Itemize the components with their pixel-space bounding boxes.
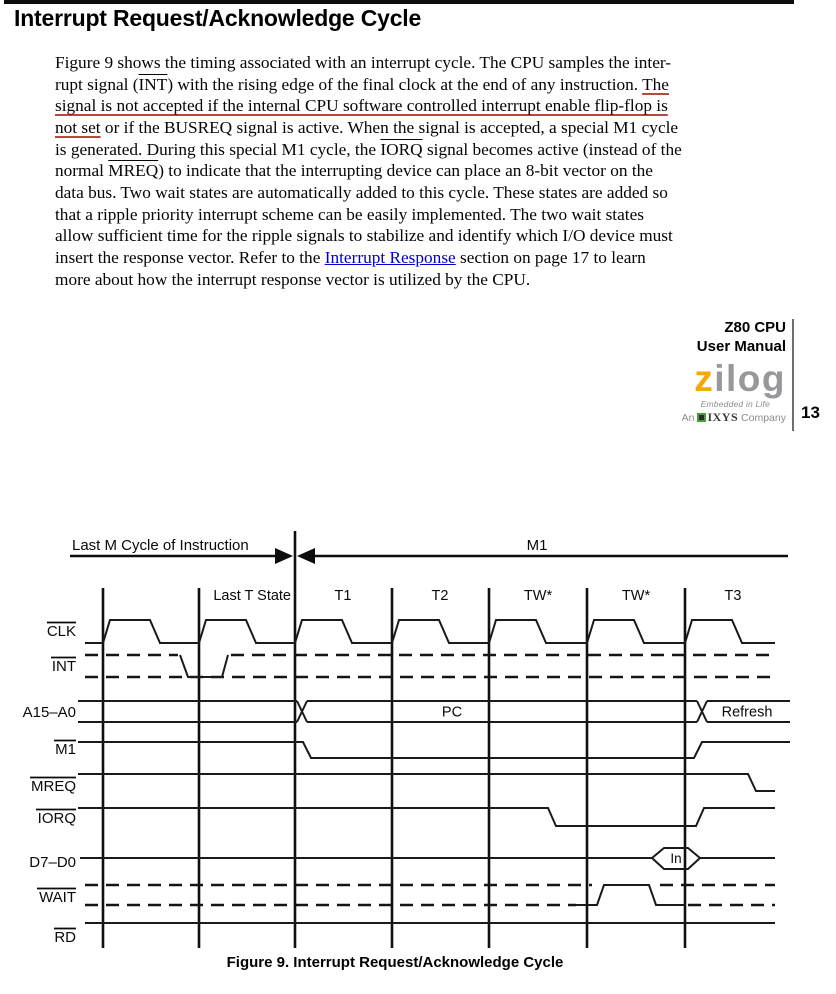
zilog-logo-z: z [694,358,715,399]
page-top-scan-artifact [4,0,794,4]
paragraph-text: insert the response vector. Refer to the [55,247,325,267]
tstate-label-tw2: TW* [621,588,651,604]
signal-label-wait: WAIT [39,889,76,906]
doc-title-line1: Z80 CPU [724,319,786,336]
signal-labels [23,623,77,947]
bus-transition-icon [697,701,707,722]
signal-label-iorq: IORQ [37,810,76,827]
cycle-span-arrows [70,537,788,564]
paragraph-text: normal [55,161,109,181]
ixys-company-line [600,410,786,425]
signal-label-data-bus: D7–D0 [29,854,76,871]
mreq-waveform [78,774,775,791]
paragraph-line [55,269,775,291]
paragraph-text: data bus. Two wait states are automatically added to this cycle. These states are added so [55,182,668,202]
paragraph-line [55,52,775,74]
company-prefix: An [681,412,695,424]
clk-waveform [85,620,775,643]
body-paragraph [55,52,775,290]
doc-title [0,318,786,356]
signal-label-int: INT [51,658,76,675]
paragraph-line [55,204,775,226]
span-label-last-m-cycle: Last M Cycle of Instruction [72,537,249,554]
paragraph-text: more about how the interrupt response vector is utilized by the CPU. [55,269,531,289]
company-name: IXYS [707,410,739,424]
tstate-label-t1: T1 [334,588,352,604]
paragraph-text: ) with the rising edge of the final clock at the end of any instruction. [167,74,643,94]
tstate-label-last-t: Last T State [213,588,291,604]
paragraph-line [55,74,775,96]
int-active-pulse [180,655,228,677]
address-bus-value-pc: PC [441,704,463,721]
paragraph-text: Figure 9 shows the timing associated with an interrupt cycle. The CPU samples the inter- [55,53,672,72]
right-arrowhead-icon [275,548,293,564]
paragraph-text: is generated. During this special M1 cycle, the [55,139,381,159]
address-bus-value-refresh: Refresh [721,704,773,721]
paragraph-text: $\overline{INT}$ [138,74,168,94]
zilog-logo-rest: ilog [714,358,786,399]
signal-label-rd: RD [54,929,76,946]
figure-caption: Figure 9. Interrupt Request/Acknowledge Cycle [226,954,564,971]
tstate-label-tw1: TW* [523,588,553,604]
paragraph-text: rupt signal ( [55,74,139,94]
signal-label-clk: CLK [46,623,76,640]
paragraph-text: allow sufficient time for the ripple signals to stabilize and identify which I/O device must [55,226,673,246]
paragraph-line [55,117,775,139]
header-vertical-rule [792,319,794,431]
data-bus-value-in: In [670,851,682,866]
wait-waveform [85,885,775,905]
timing-diagram [0,520,836,954]
paragraph-line [55,247,775,269]
span-label-m1: M1 [526,537,548,554]
paragraph-text: The [642,74,669,94]
paragraph-text: MREQ [108,161,159,181]
zilog-logo [694,360,786,397]
zilog-tagline: Embedded in Life [700,399,770,409]
doc-title-line2: User Manual [696,338,786,355]
signal-label-mreq: MREQ [31,778,76,795]
paragraph-text: not set [55,117,101,137]
paragraph-line [55,160,775,182]
paragraph-text: IORQ [380,139,423,159]
tstate-label-t3: T3 [724,588,742,604]
tstate-label-t2: T2 [431,588,449,604]
left-arrowhead-icon [297,548,315,564]
paragraph-text: section on page 17 to learn [455,247,646,267]
paragraph-text: signal is not accepted if the internal CPU software controlled interrupt enable flip-flop is [55,96,668,116]
page-number: 13 [801,403,820,422]
paragraph-line [55,182,775,204]
int-waveform [85,655,775,677]
paragraph-text: ) to indicate that the interrupting device can place an 8-bit vector on the [158,161,653,181]
page-title: Interrupt Request/Acknowledge Cycle [14,5,422,31]
signal-label-m1: M1 [55,741,76,758]
paragraph-line [55,95,775,117]
paragraph-text: or if the BUSREQ signal is active. When the signal is accepted, a special M1 cycle [100,117,679,137]
paragraph-line [55,225,775,247]
m1-waveform [78,742,790,758]
wait-sample-pulse [576,885,686,905]
data-bus-waveform [80,848,775,869]
paragraph-text: signal becomes active (instead of the [422,139,682,159]
paragraph-text: that a ripple priority interrupt scheme can be easily implemented. The two wait states [55,204,644,224]
bus-transition-icon [297,701,307,722]
interrupt-response-link[interactable]: Interrupt Response [324,247,456,267]
ixys-logo-icon [697,413,706,422]
signal-label-address-bus: A15–A0 [22,704,76,721]
address-bus-waveform [78,701,790,722]
paragraph-line [55,139,775,161]
company-suffix: Company [741,412,786,424]
tstate-labels [213,588,741,604]
iorq-waveform [78,808,775,826]
